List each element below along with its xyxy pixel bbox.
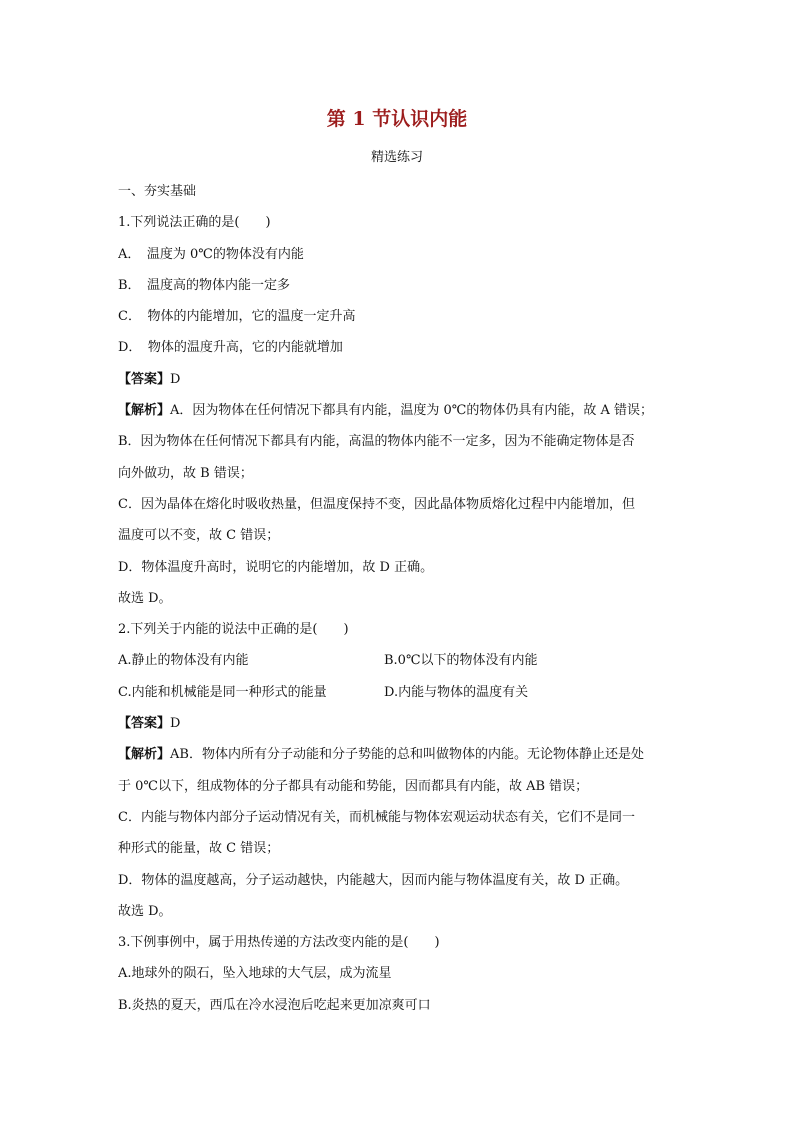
q2-analysis-line [118,739,680,770]
answer-label: 【答案】 [118,371,171,387]
answer-value: D [170,716,181,732]
q3-option-a: A.地球外的陨石，坠入地球的大气层，成为流星 [118,966,392,982]
q1-analysis-line: C．因为晶体在熔化时吸收热量，但温度保持不变，因此晶体物质熔化过程中内能增加，但 [118,496,635,512]
q2-analysis-line: 故选 D。 [118,903,172,919]
q2-option-a: A.静止的物体没有内能 [118,653,249,669]
answer-value: D [170,371,181,387]
section-heading: 一、夯实基础 [118,184,197,199]
q2-analysis-line: 种形式的能量，故 C 错误； [118,841,280,857]
q1-option-b: B． 温度高的物体内能一定多 [118,277,291,293]
q1-option-d: D． 物体的温度升高，它的内能就增加 [118,340,343,356]
q1-option-c: C． 物体的内能增加，它的温度一定升高 [118,309,356,325]
q2-option-d: D.内能与物体的温度有关 [384,684,529,700]
q1-stem: 1.下列说法正确的是( ) [118,215,271,231]
q2-options-row [118,645,680,676]
analysis-label: 【解析】 [118,403,171,419]
q2-analysis-line: C．内能与物体内部分子运动情况有关，而机械能与物体宏观运动状态有关，它们不是同一 [118,809,635,825]
q2-option-b: B.0℃以下的物体没有内能 [384,653,538,669]
q2-option-c: C.内能和机械能是同一种形式的能量 [118,684,327,700]
answer-label: 【答案】 [118,716,171,732]
q1-analysis-line [118,395,680,426]
q1-analysis-line: D．物体温度升高时，说明它的内能增加，故 D 正确。 [118,559,434,575]
analysis-text: AB．物体内所有分子动能和分子势能的总和叫做物体的内能。无论物体静止还是处 [170,747,644,763]
q1-analysis-line: 向外做功，故 B 错误； [118,465,253,481]
q1-answer [118,364,680,395]
analysis-label: 【解析】 [118,747,171,763]
q2-answer [118,708,680,739]
q2-stem: 2.下列关于内能的说法中正确的是( ) [118,622,349,638]
analysis-text: A．因为物体在任何情况下都具有内能，温度为 0℃的物体仍具有内能，故 A 错误； [170,403,654,419]
q2-analysis-line: D．物体的温度越高，分子运动越快，内能越大，因而内能与物体温度有关，故 D 正确。 [118,872,629,888]
page-subtitle: 精选练习 [370,150,423,165]
q1-analysis-line: 温度可以不变，故 C 错误； [118,528,280,544]
q1-option-a: A． 温度为 0℃的物体没有内能 [118,246,304,262]
q3-option-b: B.炎热的夏天，西瓜在冷水浸泡后吃起来更加凉爽可口 [118,997,431,1013]
q1-analysis-line: B．因为物体在任何情况下都具有内能，高温的物体内能不一定多，因为不能确定物体是否 [118,434,635,450]
q2-options-row [118,677,680,708]
q1-analysis-line: 故选 D。 [118,590,172,606]
q3-stem: 3.下例事例中，属于用热传递的方法改变内能的是( ) [118,935,440,951]
q2-analysis-line: 于 0℃以下，组成物体的分子都具有动能和势能，因而都具有内能，故 AB 错误； [118,778,589,794]
page-title: 第 1 节认识内能 [326,108,468,130]
document-body [118,176,680,1021]
